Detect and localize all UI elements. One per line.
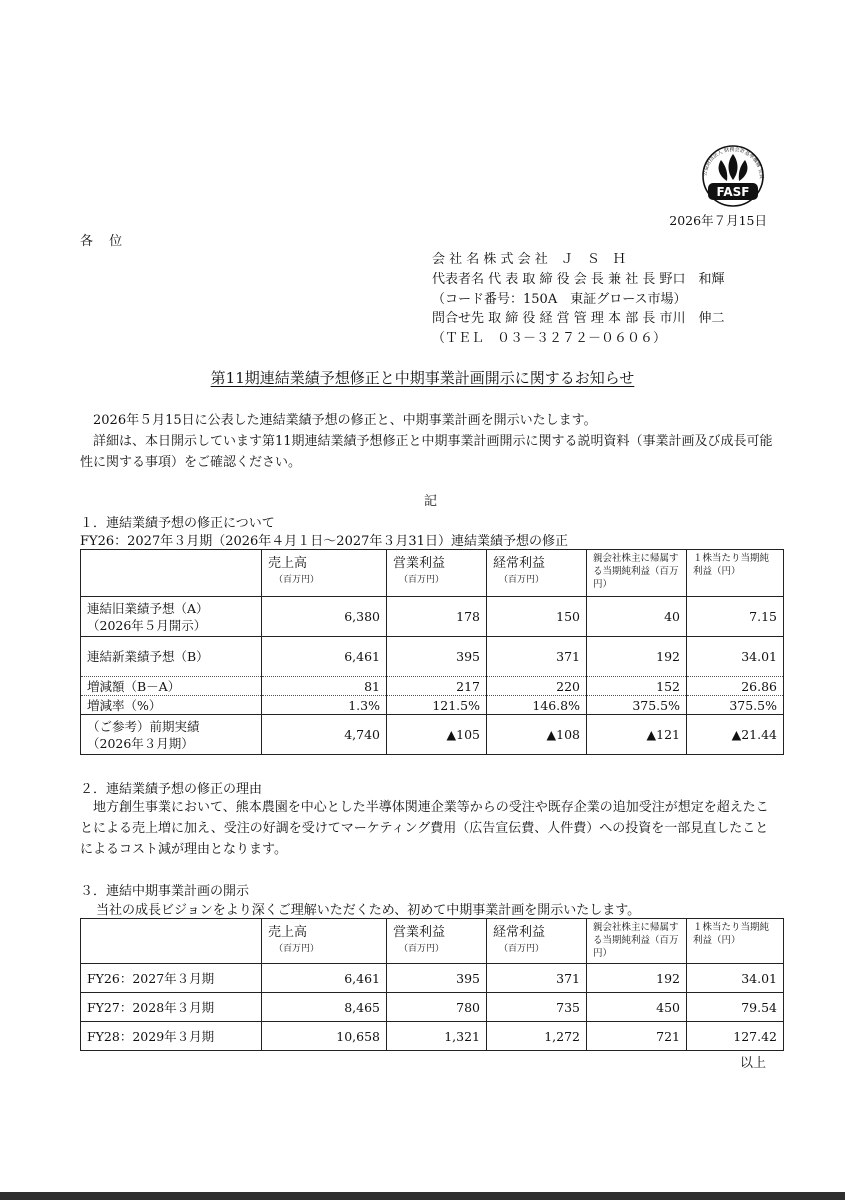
table-cell: 192 (587, 964, 687, 993)
table-header-row (81, 919, 784, 964)
table-row (81, 993, 784, 1022)
table-cell: 127.42 (687, 1022, 784, 1051)
section-2-body: 地方創生事業において、熊本農園を中心とした半導体関連企業等からの受注や既存企業の追加受注が想定を超えたことによる売上増に加え、受注の好調を受けてマーケティング費用（広告宣伝費、人件費）への投資を一部見直したことによるコスト減が理由となります。 (80, 800, 769, 857)
row-label: 増減額（B－A） (81, 677, 262, 696)
table-row (81, 715, 784, 755)
contact-line: 問合せ先 取 締 役 経 営 管 理 本 部 長 市川 伸二 (432, 311, 725, 326)
table-cell: 450 (587, 993, 687, 1022)
table-cell: 375.5% (687, 696, 784, 715)
header-sales: 売上高 （百万円） (262, 550, 387, 597)
table-row (81, 677, 784, 696)
closing-mark: 以上 (740, 1056, 767, 1071)
table-cell: ▲108 (487, 715, 587, 755)
table-cell: 371 (487, 637, 587, 677)
document-title: 第11期連結業績予想修正と中期事業計画開示に関するお知らせ (210, 369, 635, 387)
table-cell: 81 (262, 677, 387, 696)
intro-paragraph-2: 詳細は、本日開示しています第11期連結業績予想修正と中期事業計画開示に関する説明資料（事業計画及び成長可能性に関する事項）をご確認ください。 (80, 434, 773, 470)
header-sales: 売上高 （百万円） (262, 919, 387, 964)
table-cell: 395 (387, 637, 487, 677)
addressee: 各 位 (80, 234, 129, 249)
document-date: 2026年７月15日 (669, 213, 767, 228)
header-eps: １株当たり当期純利益（円） (687, 550, 784, 597)
table-header-row (81, 550, 784, 597)
row-label: 増減率（%） (81, 696, 262, 715)
table-row (81, 1022, 784, 1051)
midterm-plan-table (80, 918, 784, 1051)
section-3-heading: ３．連結中期事業計画の開示 (80, 884, 250, 899)
table-cell: 146.8% (487, 696, 587, 715)
bottom-bar (0, 1192, 845, 1200)
table-cell: 34.01 (687, 637, 784, 677)
row-label: 連結新業績予想（B） (81, 637, 262, 677)
fasf-logo-icon (697, 140, 769, 208)
header-net-income: 親会社株主に帰属する当期純利益（百万円） (587, 550, 687, 597)
table-cell: 26.86 (687, 677, 784, 696)
table-cell: ▲121 (587, 715, 687, 755)
forecast-revision-table (80, 549, 784, 755)
table-cell: ▲105 (387, 715, 487, 755)
header-ordinary-profit: 経常利益 （百万円） (487, 919, 587, 964)
table-cell: ▲21.44 (687, 715, 784, 755)
row-label: 連結旧業績予想（A） （2026年５月開示） (81, 597, 262, 637)
table-cell: 121.5% (387, 696, 487, 715)
row-label: FY26：2027年３月期 (81, 964, 262, 993)
table-cell: 8,465 (262, 993, 387, 1022)
section-1-subheading: FY26：2027年３月期（2026年４月１日～2027年３月31日）連結業績予想の修正 (80, 534, 568, 549)
telephone-line: （ＴＥＬ ０３－３２７２－０６０６） (432, 331, 667, 346)
intro-paragraph-1: 2026年５月15日に公表した連結業績予想の修正と、中期事業計画を開示いたします。 (80, 413, 597, 428)
section-1-heading: １．連結業績予想の修正について (80, 516, 275, 531)
table-cell: 220 (487, 677, 587, 696)
row-label: （ご参考）前期実績 （2026年３月期） (81, 715, 262, 755)
table-cell: 40 (587, 597, 687, 637)
header-empty-cell (81, 919, 262, 964)
table-cell: 735 (487, 993, 587, 1022)
header-net-income: 親会社株主に帰属する当期純利益（百万円） (587, 919, 687, 964)
representative-line: 代表者名 代 表 取 締 役 会 長 兼 社 長 野口 和輝 (432, 272, 725, 287)
table-cell: 721 (587, 1022, 687, 1051)
table-cell: 7.15 (687, 597, 784, 637)
header-ordinary-profit: 経常利益 （百万円） (487, 550, 587, 597)
table-cell: 780 (387, 993, 487, 1022)
table-row (81, 964, 784, 993)
ki-marker: 記 (424, 494, 438, 509)
header-eps: １株当たり当期純利益（円） (687, 919, 784, 964)
row-label: FY27：2028年３月期 (81, 993, 262, 1022)
section-3-body: 当社の成長ビジョンをより深くご理解いただくため、初めて中期事業計画を開示いたします。 (96, 903, 641, 918)
table-cell: 6,380 (262, 597, 387, 637)
header-operating-profit: 営業利益 （百万円） (387, 919, 487, 964)
table-cell: 152 (587, 677, 687, 696)
table-cell: 375.5% (587, 696, 687, 715)
code-number-line: （コード番号：150A 東証グロース市場） (432, 292, 687, 307)
logo-text: FASF (716, 185, 750, 199)
company-name-line: 会 社 名 株 式 会 社 Ｊ Ｓ Ｈ (432, 252, 626, 267)
section-2-heading: ２．連結業績予想の修正の理由 (80, 782, 263, 797)
table-cell: 371 (487, 964, 587, 993)
header-operating-profit: 営業利益 （百万円） (387, 550, 487, 597)
table-cell: 395 (387, 964, 487, 993)
table-cell: 192 (587, 637, 687, 677)
table-cell: 34.01 (687, 964, 784, 993)
header-empty-cell (81, 550, 262, 597)
table-cell: 150 (487, 597, 587, 637)
table-cell: 178 (387, 597, 487, 637)
table-cell: 1,321 (387, 1022, 487, 1051)
table-cell: 1.3% (262, 696, 387, 715)
table-cell: 6,461 (262, 637, 387, 677)
table-cell: 4,740 (262, 715, 387, 755)
table-cell: 6,461 (262, 964, 387, 993)
table-row (81, 696, 784, 715)
table-cell: 1,272 (487, 1022, 587, 1051)
logo-arc-text: 公益財団法人 財務会計基準機構 会員 (702, 146, 765, 180)
table-cell: 217 (387, 677, 487, 696)
table-row (81, 637, 784, 677)
table-cell: 79.54 (687, 993, 784, 1022)
table-cell: 10,658 (262, 1022, 387, 1051)
row-label: FY28：2029年３月期 (81, 1022, 262, 1051)
table-row (81, 597, 784, 637)
